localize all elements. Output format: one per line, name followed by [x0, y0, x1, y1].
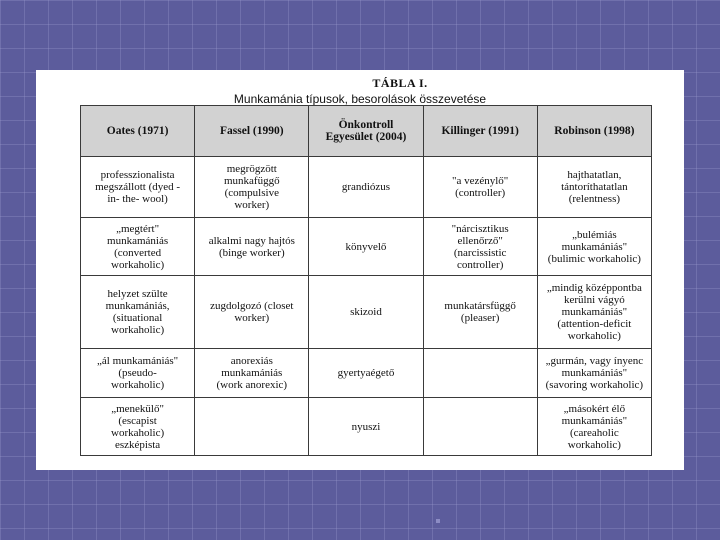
cell-text-line: tántoríthatatlan: [561, 181, 628, 193]
table-cell-empty: [423, 398, 537, 456]
table-cell: [309, 276, 423, 349]
cell-text-line: Oates (1971): [106, 125, 169, 137]
table-cell: [537, 157, 651, 218]
cell-text-line: „menekülő": [111, 402, 164, 415]
table-cell: [423, 218, 537, 276]
cell-text-line: könyvelő: [345, 240, 387, 253]
table-cell: [537, 349, 651, 398]
cell-text-line: workaholic): [111, 426, 165, 439]
table-row: [81, 398, 652, 456]
table-cell: [423, 276, 537, 349]
cell-text-line: gyertyaégető: [337, 367, 395, 379]
cell-text-line: megszállott (dyed -: [95, 181, 181, 193]
cell-text-line: nyuszi: [351, 420, 381, 433]
cell-text-line: (work anorexic): [216, 379, 288, 391]
cell-text-line: (narcissistic: [453, 246, 507, 259]
cell-text-line: (pseudo-: [118, 367, 157, 379]
cell-text-line: "a vezénylő": [451, 175, 509, 187]
cell-text-line: munkamániás": [561, 367, 628, 379]
cell-text-line: professzionalista: [100, 169, 175, 181]
cell-text-line: megrögzött: [226, 163, 277, 175]
cell-text-line: munkamániás": [561, 240, 628, 253]
cell-text-line: (binge worker): [218, 246, 285, 259]
table-row: [81, 349, 652, 398]
table-cell: [81, 218, 195, 276]
table-cell: [81, 157, 195, 218]
table-cell: [195, 218, 309, 276]
header-oates: [81, 106, 195, 157]
cell-text-line: Killinger (1991): [441, 125, 519, 137]
table-cell: [81, 349, 195, 398]
cell-text-line: munkafüggő: [223, 175, 280, 187]
cell-text-line: eszképista: [114, 438, 161, 451]
cell-text-line: „másokért élő: [563, 402, 626, 415]
table-cell-empty: [195, 398, 309, 456]
cell-text-line: munkamániás": [561, 306, 628, 318]
cell-text-line: "nárcisztikus: [451, 222, 509, 235]
slide-panel: [36, 70, 684, 470]
table-cell: [537, 398, 651, 456]
table-cell: [309, 218, 423, 276]
cell-text-line: worker): [234, 199, 270, 211]
cell-text-line: workaholic): [567, 330, 621, 342]
cell-text-line: „mindig középpontba: [546, 282, 642, 294]
cell-text-line: (relentness): [568, 193, 621, 205]
table-row: [81, 157, 652, 218]
cell-text-line: Önkontroll: [338, 119, 394, 131]
table-caption: [36, 76, 684, 106]
cell-text-line: „bulémiás: [572, 228, 617, 241]
cell-text-line: ellenőrző": [457, 234, 503, 247]
cell-text-line: hajthatatlan,: [567, 169, 622, 181]
cell-text-line: (savoring workaholic): [545, 379, 644, 391]
decorative-dot: [436, 519, 440, 523]
cell-text-line: (escapist: [118, 414, 157, 427]
table-cell: [537, 276, 651, 349]
table-cell: [309, 349, 423, 398]
table-row: [81, 276, 652, 349]
cell-text-line: munkatársfüggő: [444, 300, 516, 312]
cell-text-line: munkamániás": [561, 414, 628, 427]
cell-text-line: munkamániás,: [105, 300, 170, 312]
comparison-table: [80, 105, 652, 456]
table-cell: [81, 276, 195, 349]
cell-text-line: (pleaser): [460, 312, 500, 324]
header-robinson: [537, 106, 651, 157]
cell-text-line: skizoid: [350, 306, 382, 318]
cell-text-line: controller): [456, 258, 504, 271]
cell-text-line: (careaholic: [569, 426, 619, 439]
cell-text-line: (converted: [114, 246, 162, 259]
table-cell: [309, 398, 423, 456]
cell-text-line: Egyesület (2004): [325, 131, 407, 143]
table-row: [81, 218, 652, 276]
cell-text-line: worker): [234, 312, 270, 324]
cell-text-line: workaholic): [111, 324, 165, 336]
cell-text-line: munkamániás: [221, 367, 283, 379]
cell-text-line: alkalmi nagy hajtós: [208, 234, 295, 247]
cell-text-line: in- the- wool): [107, 193, 168, 205]
table-cell: [81, 398, 195, 456]
cell-text-line: „ál munkamániás": [97, 355, 179, 367]
table-cell: [423, 157, 537, 218]
table-cell: [309, 157, 423, 218]
cell-text-line: kerülni vágyó: [563, 294, 625, 306]
header-killinger: [423, 106, 537, 157]
table-cell: [195, 157, 309, 218]
cell-text-line: „gurmán, vagy ínyenc: [545, 355, 644, 367]
cell-text-line: (compulsive: [224, 187, 279, 199]
cell-text-line: grandiózus: [341, 181, 391, 193]
cell-text-line: anorexiás: [230, 355, 273, 367]
cell-text-line: munkamániás: [107, 234, 169, 247]
cell-text-line: (controller): [455, 187, 506, 199]
table-cell-empty: [423, 349, 537, 398]
cell-text-line: „megtért": [116, 222, 160, 235]
cell-text-line: (situational: [112, 312, 163, 324]
cell-text-line: Robinson (1998): [554, 125, 635, 137]
table-cell: [537, 218, 651, 276]
table-cell: [195, 276, 309, 349]
cell-text-line: (bulimic workaholic): [547, 252, 641, 265]
cell-text-line: workaholic): [111, 379, 165, 391]
cell-text-line: (attention-deficit: [557, 318, 632, 330]
cell-text-line: helyzet szülte: [107, 288, 168, 300]
header-fassel: [195, 106, 309, 157]
header-onkontroll: [309, 106, 423, 157]
cell-text-line: workaholic): [567, 438, 621, 451]
cell-text-line: workaholic): [111, 258, 165, 271]
table-header-row: [81, 106, 652, 157]
cell-text-line: zugdolgozó (closet: [210, 300, 294, 312]
table-cell: [195, 349, 309, 398]
cell-text-line: Fassel (1990): [220, 125, 284, 137]
table-number: TÁBLA I.: [372, 76, 428, 90]
table-title: Munkamánia típusok, besorolások összevetése: [233, 92, 487, 106]
